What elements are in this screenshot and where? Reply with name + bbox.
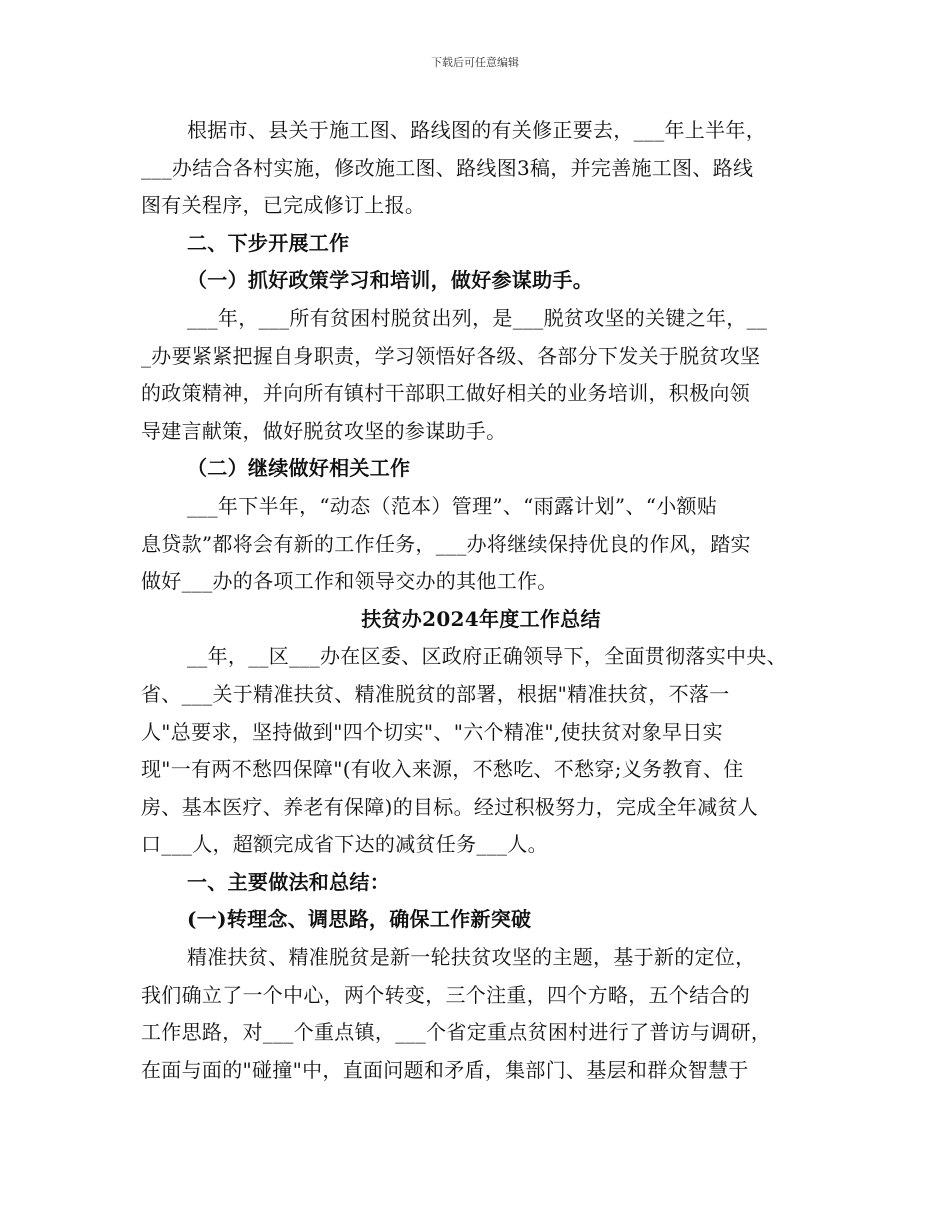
paragraph-line: 息贷款”都将会有新的工作任务，___办将继续保持优良的作风，踏实 [141, 531, 751, 556]
page-header: 下载后可任意编辑 [431, 56, 519, 69]
paragraph-line: 省、___关于精准扶贫、精准脱贫的部署，根据"精准扶贫，不落一 [141, 681, 730, 706]
section-heading: （一）抓好政策学习和培训，做好参谋助手。 [187, 268, 593, 293]
document-heading: 扶贫办2024年度工作总结 [361, 606, 601, 631]
paragraph-line: _办要紧紧把握自身职责，学习领悟好各级、各部分下发关于脱贫攻坚 [141, 343, 761, 368]
paragraph-line: 导建言献策，做好脱贫攻坚的参谋助手。 [141, 418, 507, 443]
paragraph-line: 我们确立了一个中心，两个转变，三个注重，四个方略，五个结合的 [141, 982, 750, 1007]
section-heading: 二、下步开展工作 [187, 230, 350, 255]
section-heading: （二）继续做好相关工作 [187, 456, 411, 481]
paragraph-line: ___年，___所有贫困村脱贫出列，是___脱贫攻坚的关键之年，__ [187, 305, 768, 330]
paragraph-line: ___办结合各村实施，修改施工图、路线图3稿，并完善施工图、路线 [141, 155, 754, 180]
paragraph-line: __年，__区___办在区委、区政府正确领导下，全面贯彻落实中央、 [187, 644, 787, 669]
paragraph-line: 人"总要求，坚持做到"四个切实"、"六个精准",使扶贫对象早日实 [141, 719, 723, 744]
paragraph-line: 的政策精神，并向所有镇村干部职工做好相关的业务培训，积极向领 [141, 381, 750, 406]
paragraph-line: 在面与面的"碰撞"中，直面问题和矛盾，集部门、基层和群众智慧于 [141, 1057, 749, 1082]
paragraph-line: 精准扶贫、精准脱贫是新一轮扶贫攻坚的主题，基于新的定位， [187, 945, 756, 970]
section-heading: (一)转理念、调思路，确保工作新突破 [187, 907, 532, 932]
paragraph-line: 做好___办的各项工作和领导交办的其他工作。 [141, 569, 558, 594]
document-body [141, 112, 821, 1089]
paragraph-line: 工作思路，对___个重点镇，___个省定重点贫困村进行了普访与调研， [141, 1020, 772, 1045]
paragraph-line: 口___人，超额完成省下达的减贫任务___人。 [141, 832, 548, 857]
paragraph-line: 根据市、县关于施工图、路线图的有关修正要去，___年上半年， [187, 118, 766, 142]
paragraph-line: 房、基本医疗、养老有保障)的目标。经过积极努力，完成全年减贫人 [141, 794, 759, 819]
paragraph-line: 图有关程序，已完成修订上报。 [141, 193, 426, 218]
paragraph-line: ___年下半年，“动态（范本）管理”、“雨露计划”、“小额贴 [187, 493, 718, 518]
section-heading: 一、主要做法和总结： [187, 869, 390, 894]
paragraph-line: 现"一有两不愁四保障"(有收入来源，不愁吃、不愁穿;义务教育、住 [141, 757, 744, 782]
